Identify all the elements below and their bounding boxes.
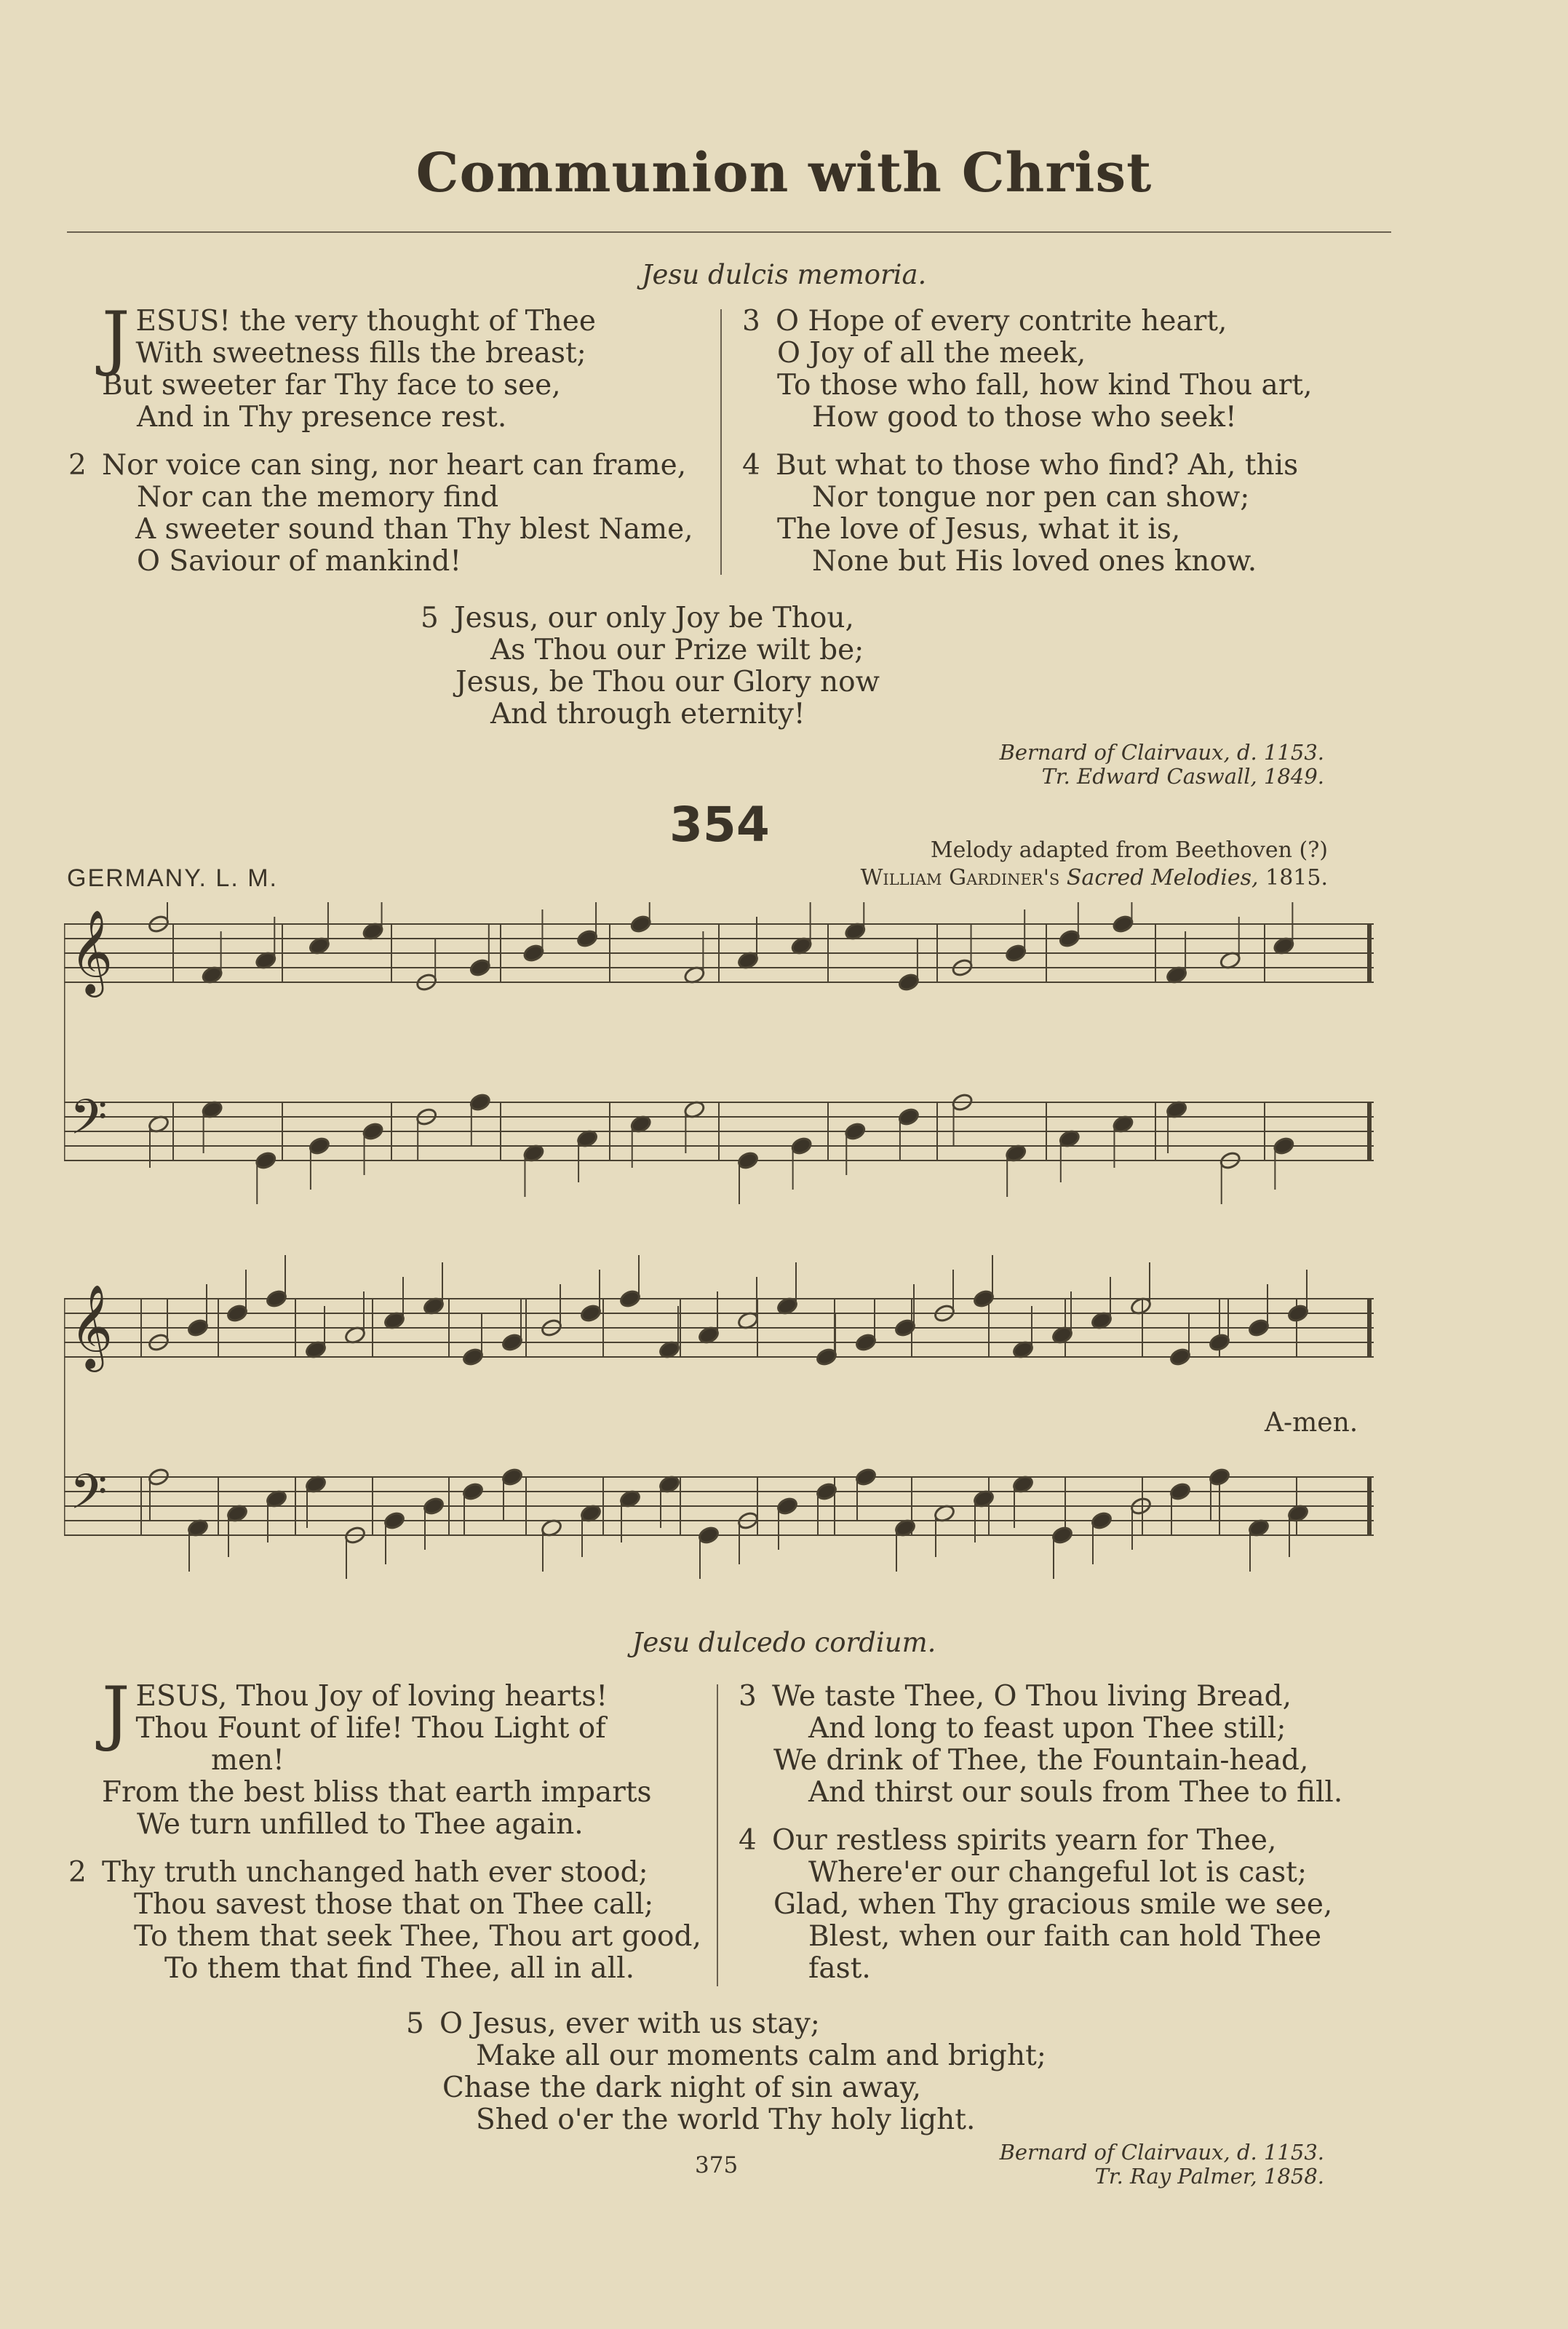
quarter-note	[1169, 1347, 1191, 1366]
verse-line: men!	[211, 1744, 284, 1777]
hymn-a-stanza-2	[68, 450, 713, 578]
verse-line: fast.	[808, 1952, 871, 1985]
quarter-note	[255, 1150, 277, 1170]
page-number: 375	[695, 2152, 739, 2178]
verse-line: Thou savest those that on Thee call;	[134, 1888, 654, 1921]
hymn-a-latin-title: Jesu dulcis memoria.	[641, 259, 927, 290]
stanza-number: 5	[406, 2007, 424, 2040]
verse-line: Thou Fount of life! Thou Light of	[135, 1712, 606, 1745]
verse-line: To them that seek Thee, Thou art good,	[134, 1920, 701, 1953]
quarter-note	[972, 1289, 995, 1308]
hymn-b-stanza-5	[406, 2008, 1061, 2136]
music-score	[64, 902, 1396, 1601]
quarter-note	[894, 1318, 916, 1337]
verse-line: But sweeter far Thy face to see,	[102, 369, 561, 402]
verse-line: And through eternity!	[490, 698, 805, 730]
quarter-note	[1208, 1332, 1230, 1352]
quarter-note	[501, 1332, 523, 1352]
verse-line: ESUS, Thou Joy of loving hearts!	[135, 1680, 608, 1713]
verse-line: To them that find Thee, all in all.	[164, 1952, 634, 1985]
amen-text: A-men.	[1265, 1408, 1358, 1438]
hymn-a-credits	[1000, 741, 1324, 789]
verse-line: None but His loved ones know.	[812, 545, 1257, 578]
hymn-a-stanza-3	[742, 306, 1382, 434]
quarter-note	[422, 1496, 445, 1516]
quarter-note	[697, 1525, 720, 1545]
quarter-note	[854, 1332, 877, 1352]
quarter-note	[1005, 943, 1027, 963]
quarter-note	[1286, 1303, 1309, 1323]
stanza-number: 4	[742, 449, 760, 482]
translator-credit: Tr. Edward Caswall, 1849.	[1041, 764, 1324, 789]
verse-line: Glad, when Thy gracious smile we see,	[773, 1888, 1333, 1921]
tune-name: GERMANY. L. M.	[67, 864, 278, 892]
verse-line: Shed o'er the world Thy holy light.	[476, 2103, 976, 2136]
hymn-b-right-column	[739, 1681, 1379, 2001]
verse-line: Nor can the memory find	[137, 481, 499, 514]
verse-line: Nor tongue nor pen can show;	[812, 481, 1250, 514]
verse-line: But what to those who find? Ah, this	[776, 449, 1299, 482]
verse-line: We drink of Thee, the Fountain-head,	[773, 1744, 1309, 1777]
column-divider	[720, 309, 722, 575]
verse-line: Thy truth unchanged hath ever stood;	[102, 1856, 648, 1889]
stanza-number: 2	[68, 449, 87, 482]
hymn-b-stanza-3	[739, 1681, 1379, 1809]
author-credit: Bernard of Clairvaux, d. 1153.	[999, 740, 1324, 765]
verse-line: O Saviour of mankind!	[137, 545, 462, 578]
bass-clef: 𝄢	[70, 1089, 108, 1157]
quarter-note	[576, 928, 599, 948]
hymn-a-right-column	[742, 306, 1382, 594]
quarter-note	[1090, 1510, 1113, 1530]
verse-line: Nor voice can sing, nor heart can frame,	[102, 449, 687, 482]
verse-line: And long to feast upon Thee still;	[808, 1712, 1286, 1745]
quarter-note	[308, 1136, 330, 1155]
verse-line: Jesus, be Thou our Glory now	[455, 666, 880, 698]
quarter-note	[1169, 1481, 1191, 1501]
quarter-note	[469, 958, 491, 977]
quarter-note	[1051, 1525, 1073, 1545]
verse-line: Our restless spirits yearn for Thee,	[772, 1824, 1277, 1857]
quarter-note	[226, 1303, 248, 1323]
verse-line: And in Thy presence rest.	[137, 401, 507, 434]
hymn-b-stanza-2	[68, 1857, 713, 1985]
quarter-note	[265, 1289, 287, 1308]
quarter-note	[1273, 1136, 1295, 1155]
author-credit: Bernard of Clairvaux, d. 1153.	[999, 2140, 1324, 2165]
quarter-note	[854, 1467, 877, 1486]
verse-line: How good to those who seek!	[812, 401, 1237, 434]
treble-clef: 𝄞	[70, 909, 114, 994]
verse-line: To those who fall, how kind Thou art,	[777, 369, 1313, 402]
quarter-note	[844, 1121, 867, 1141]
verse-line: A sweeter sound than Thy blest Name,	[135, 513, 693, 546]
verse-line: We turn unfilled to Thee again.	[137, 1808, 584, 1841]
verse-line: With sweetness fills the breast;	[135, 337, 586, 370]
hymn-number: 354	[669, 797, 770, 853]
melody-publication: William Gardiner's Sacred Melodies, 1815.	[860, 865, 1328, 891]
hymn-b-latin-title: Jesu dulcedo cordium.	[632, 1627, 936, 1658]
translator-credit: Tr. Ray Palmer, 1858.	[1094, 2164, 1324, 2189]
verse-line: Chase the dark night of sin away,	[442, 2071, 922, 2104]
stanza-number: 5	[421, 602, 439, 634]
quarter-note	[362, 1121, 384, 1141]
page-title: Communion with Christ	[415, 142, 1153, 204]
verse-line: O Jesus, ever with us stay;	[439, 2007, 820, 2040]
verse-line: Blest, when our faith can hold Thee	[808, 1920, 1322, 1953]
quarter-note	[461, 1347, 484, 1366]
melody-source: Melody adapted from Beethoven (?)	[930, 837, 1328, 863]
verse-line: ESUS! the very thought of Thee	[135, 305, 596, 338]
quarter-note	[897, 1107, 920, 1126]
quarter-note	[790, 1136, 813, 1155]
quarter-note	[1058, 928, 1081, 948]
quarter-note	[776, 1496, 798, 1516]
quarter-note	[1112, 914, 1134, 933]
treble-clef: 𝄞	[70, 1283, 114, 1369]
stanza-number: 3	[742, 305, 760, 338]
quarter-note	[618, 1289, 641, 1308]
quarter-note	[579, 1303, 602, 1323]
column-divider	[717, 1684, 718, 1986]
stanza-number: 4	[739, 1824, 757, 1857]
hymn-a-left-column	[68, 297, 713, 594]
verse-line: Where'er our changeful lot is cast;	[808, 1856, 1308, 1889]
verse-line: As Thou our Prize wilt be;	[490, 634, 864, 666]
quarter-note	[461, 1481, 484, 1501]
verse-line: Make all our moments calm and bright;	[476, 2039, 1046, 2072]
quarter-note	[736, 1150, 759, 1170]
quarter-note	[1208, 1467, 1230, 1486]
stanza-number: 3	[739, 1680, 757, 1713]
verse-line: We taste Thee, O Thou living Bread,	[772, 1680, 1292, 1713]
quarter-note	[383, 1510, 405, 1530]
drop-cap: J	[102, 297, 130, 378]
quarter-note	[897, 972, 920, 992]
verse-line: O Hope of every contrite heart,	[776, 305, 1227, 338]
hymn-b-stanza-1	[102, 1672, 713, 1841]
quarter-note	[501, 1467, 523, 1486]
bass-clef: 𝄢	[70, 1464, 108, 1532]
title-rule	[67, 231, 1391, 233]
quarter-note	[629, 914, 652, 933]
hymn-b-left-column	[68, 1672, 713, 2001]
hymn-b-credits	[1000, 2141, 1324, 2189]
verse-line: From the best bliss that earth imparts	[102, 1776, 652, 1809]
hymn-a-stanza-5	[421, 602, 1003, 730]
hymn-b-stanza-4	[739, 1825, 1379, 1985]
verse-line: The love of Jesus, what it is,	[777, 513, 1181, 546]
hymn-a-stanza-4	[742, 450, 1382, 578]
verse-line: O Joy of all the meek,	[777, 337, 1086, 370]
quarter-note	[522, 943, 545, 963]
verse-line: And thirst our souls from Thee to fill.	[808, 1776, 1343, 1809]
verse-line: Jesus, our only Joy be Thou,	[454, 602, 854, 634]
hymn-a-stanza-1	[102, 297, 713, 434]
stanza-number: 2	[68, 1856, 87, 1889]
drop-cap: J	[102, 1672, 130, 1753]
quarter-note	[1247, 1318, 1270, 1337]
quarter-note	[186, 1318, 209, 1337]
melody-credit	[861, 837, 1328, 892]
quarter-note	[469, 1092, 491, 1112]
